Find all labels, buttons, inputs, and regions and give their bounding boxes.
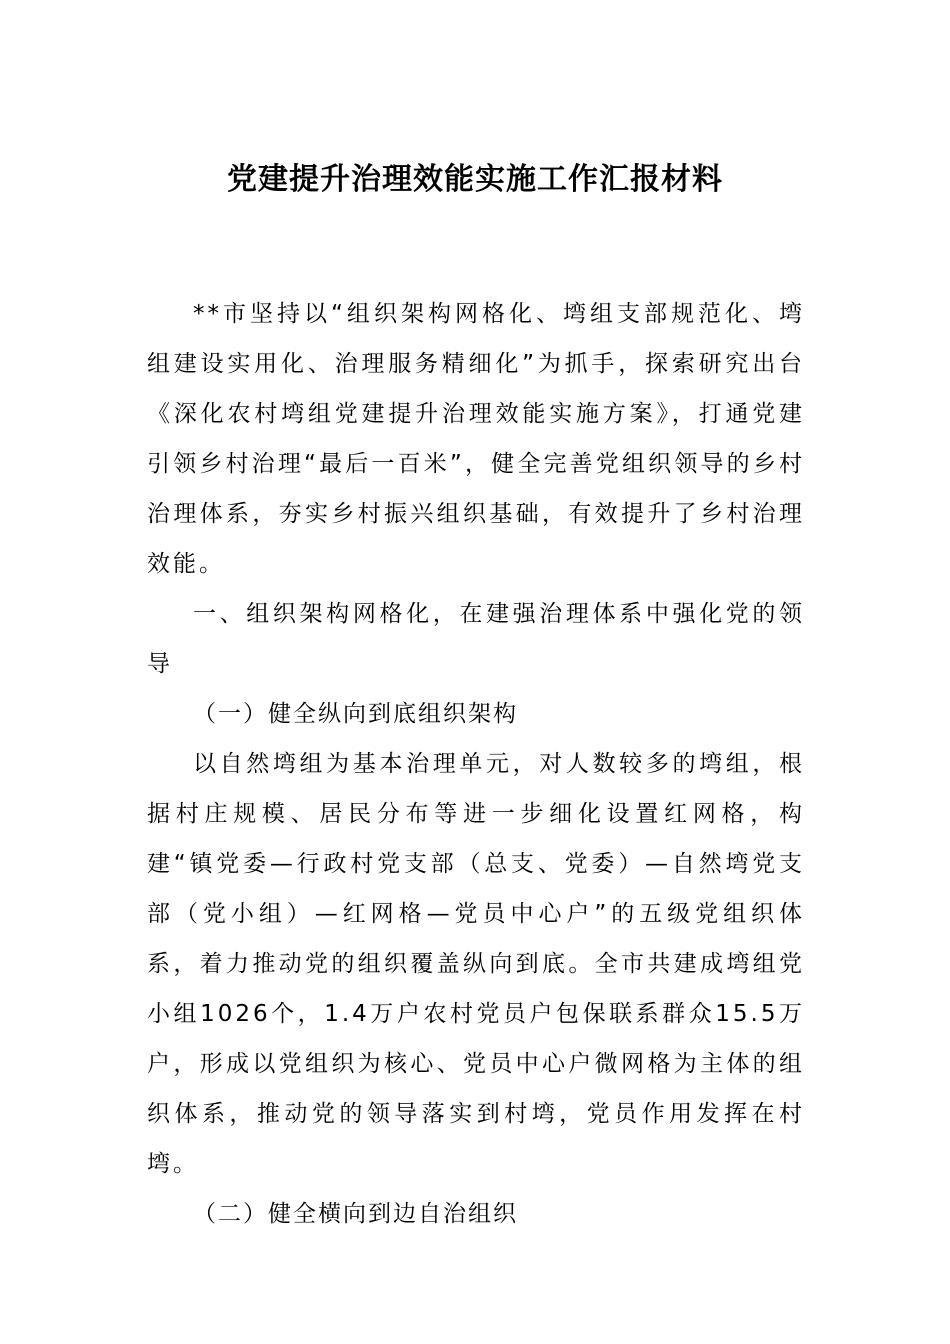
- subsection-heading: （二）健全横向到边自治组织: [193, 1201, 518, 1227]
- intro-paragraph: **市坚持以“组织架构网格化、塆组支部规范化、塆组建设实用化、治理服务精细化”为抓手，探索研究出台《深化农村塆组党建提升治理效能实施方案》，打通党建引领乡村治理“最后一百米”，健全完善党组织领导的乡村治理体系，夯实乡村振兴组织基础，有效提升了乡村治理效能。: [147, 301, 805, 577]
- section-heading: 一、组织架构网格化，在建强治理体系中强化党的领导: [147, 601, 805, 677]
- document-title: 党建提升治理效能实施工作汇报材料: [227, 162, 723, 197]
- subsection-heading: （一）健全纵向到底组织架构: [193, 701, 518, 727]
- document-body: [147, 289, 805, 1239]
- subsection-paragraph: 以自然塆组为基本治理单元，对人数较多的塆组，根据村庄规模、居民分布等进一步细化设置红网格，构建“镇党委—行政村党支部（总支、党委）—自然塆党支部（党小组）—红网格—党员中心户”的五级党组织体系，着力推动党的组织覆盖纵向到底。全市共建成塆组党小组1026个，1.4万户农村党员户包保联系群众15.5万户，形成以党组织为核心、党员中心户微网格为主体的组织体系，推动党的领导落实到村塆，党员作用发挥在村塆。: [147, 751, 805, 1177]
